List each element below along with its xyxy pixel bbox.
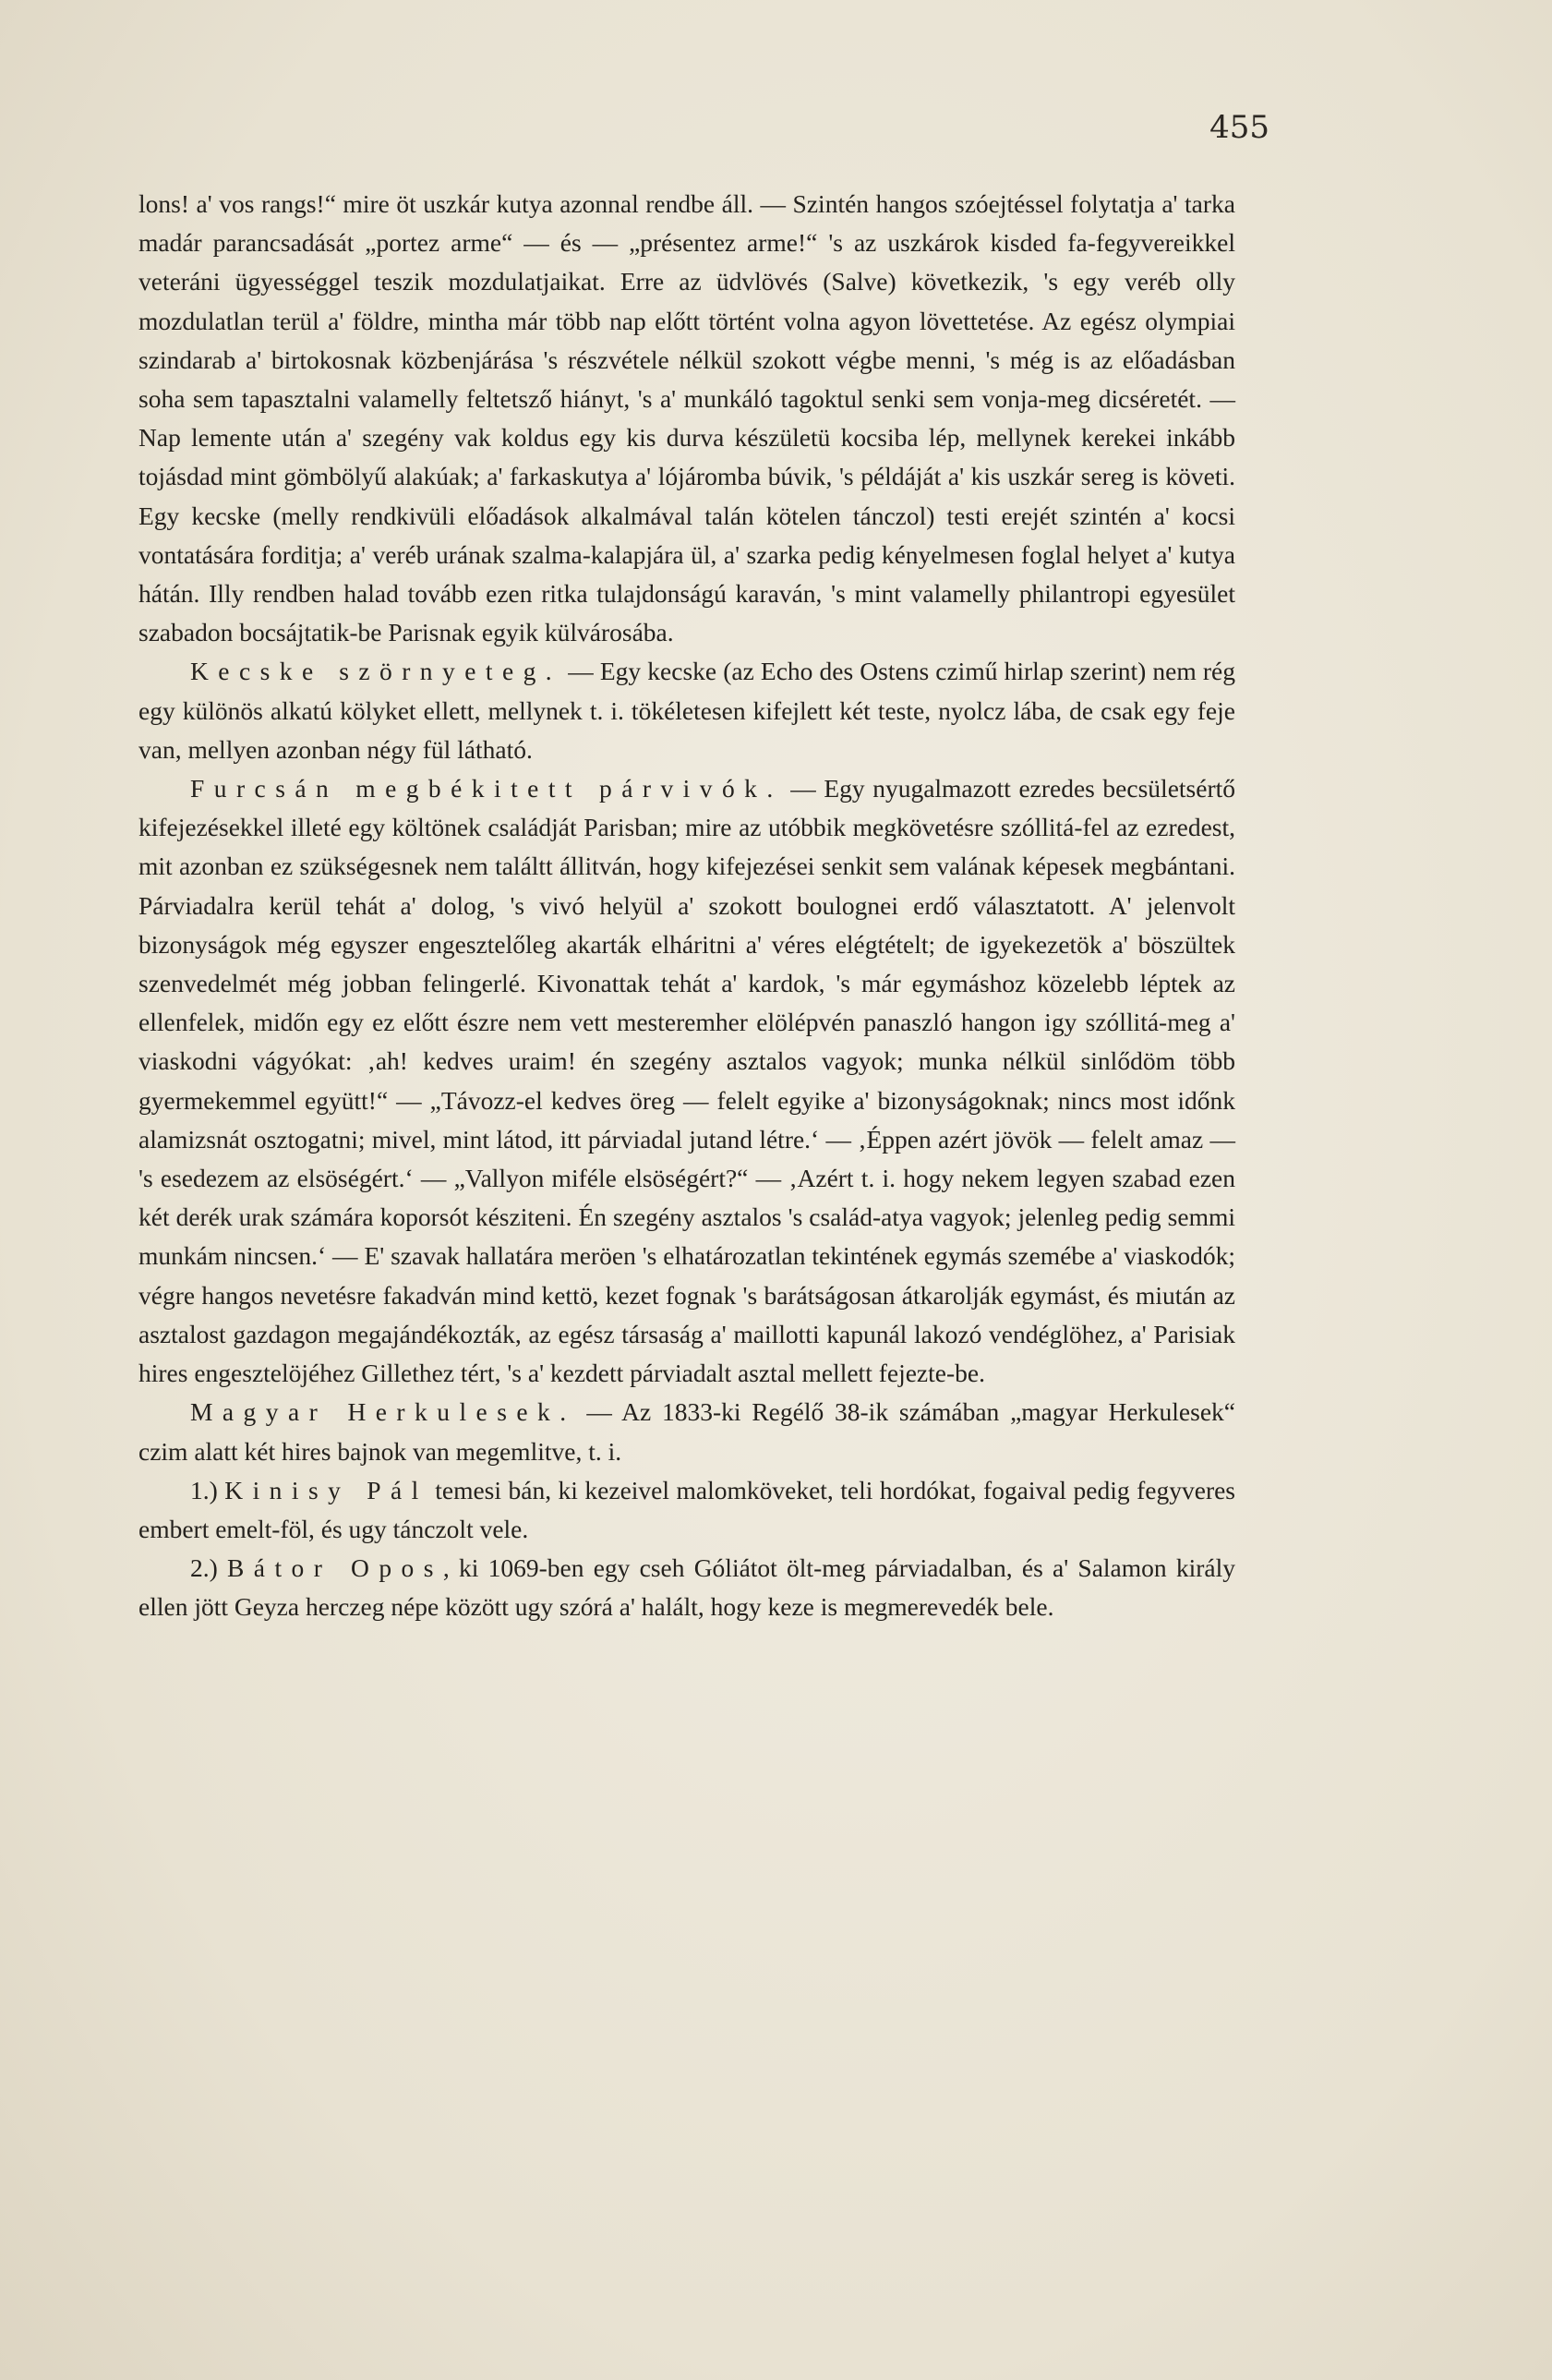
paragraph-goat-monster (138, 652, 1235, 769)
list-number: 1.) (190, 1475, 218, 1504)
section-heading: Kecske szörnyeteg. (190, 657, 562, 686)
paragraph-text: — Az 1833-ki Regélő 38-ik számában „magyar Herkulesek“ czim alatt két hires bajnok van megemlitve, t. i. (138, 1397, 1235, 1466)
list-text: temesi bán, ki kezeivel malomköveket, teli hordókat, fogaival pedig fegyveres embert emelt-föl, és ugy tánczolt vele. (138, 1475, 1236, 1543)
list-item (138, 1471, 1235, 1549)
paragraph-duel (138, 769, 1235, 1393)
list-name: Bátor Opos (227, 1553, 443, 1583)
section-heading: Furcsán megbékitett párvivók. (190, 774, 783, 803)
list-item (138, 1549, 1235, 1626)
paragraph-text: lons! a' vos rangs!“ mire öt uszkár kutya azonnal rendbe áll. — Szintén hangos szóejtéssel folytatja a' tarka madár parancsadását „portez arme“ — és — „présentez arme!“ 's az uszkárok kisded fa-fegyvereikkel veteráni ügyességgel teszik mozdulatjaikat. Erre az üdvlövés (Salve) következik, 's egy veréb olly mozdulatlan terül a' földre, mintha már több nap előtt történt volna agyon lövettetése. Az egész olympiai szindarab a' birtokosnak közbenjárása 's részvétele nélkül szokott végbe menni, 's még is az előadásban soha sem tapasztalni valamelly feltetsző hiányt, 's a' munkáló tagoktul senki sem vonja-meg dicséretét. — Nap lemente után a' szegény vak koldus egy kis durva készületü kocsiba lép, mellynek kerekei inkább tojásdad mint gömbölyű alakúak; a' farkaskutya a' lójáromba búvik, 's példáját a' kis uszkár sereg is követi. Egy kecske (melly rendkivüli előadások alkalmával talán kötelen tánczol) testi erejét szintén a' kocsi vontatására forditja; a' veréb urának szalma-kalapjára ül, a' szarka pedig kényelmesen foglal helyet a' kutya hátán. Illy rendben halad tovább ezen ritka tulajdonságú karaván, 's mint valamelly philantropi egyesület szabadon bocsájtatik-be Parisnak egyik külvárosába. (138, 189, 1235, 647)
paragraph-text: — Egy nyugalmazott ezredes becsületsértő kifejezésekkel illeté egy költönek családját Parisban; mire az utóbbik megkövetésre szóllitá-fel az ezredest, mit azonban ez szükségesnek nem találtt állitván, hogy kifejezései senkit sem valának képesek megbántani. Párviadalra kerül tehát a' dolog, 's vivó helyül a' szokott boulognei erdő választatott. A' jelenvolt bizonyságok még egyszer engesztelőleg akarták elháritni a' véres elégtételt; de igyekezetök a' böszültek szenvedelmét még jobban felingerlé. Kivonattak tehát a' kardok, 's már egymáshoz közelebb léptek az ellenfelek, midőn egy ez előtt észre nem vett mesteremher elölépvén panaszló hangon igy szóllitá-meg a' viaskodni vágyókat: ‚ah! kedves uraim! én szegény asztalos vagyok; munka nélkül sinlődöm több gyermekemmel együtt!“ — „Távozz-el kedves öreg — felelt egyike a' bizonyságoknak; nincs most időnk alamizsnát osztogatni; mivel, mint látod, itt párviadal jutand létre.‘ — ‚Éppen azért jövök — felelt amaz — 's esedezem az elsöségért.‘ — „Vallyon miféle elsöségért?“ — ‚Azért t. i. hogy nekem legyen szabad ezen két derék urak számára koporsót késziteni. Én szegény asztalos 's család-atya vagyok; jelenleg pedig semmi munkám nincsen.‘ — E' szavak hallatára meröen 's elhatározatlan tekintének egymás szemébe a' viaskodók; végre hangos nevetésre fakadván mind kettö, kezet fognak 's barátságosan átkarolják egymást, és miután az asztalost gazdagon megajándékozták, az egész társaság a' maillotti kapunál lakozó vendéglöhez, a' Parisiak hires engesztelöjéhez Gillethez tért, 's a' kezdett párviadalt asztal mellett fejezte-be. (138, 774, 1235, 1388)
paragraph-hungarian-hercules (138, 1393, 1235, 1470)
list-name: Kinisy Pál (224, 1475, 428, 1504)
page-number: 455 (1209, 109, 1269, 146)
list-number: 2.) (190, 1553, 218, 1583)
section-heading: Magyar Herkulesek. (190, 1397, 576, 1427)
list-text: , ki 1069-ben egy cseh Góliátot ölt-meg párviadalban, és a' Salamon király ellen jött Geyza herczeg népe között ugy szórá a' halált, hogy keze is megmerevedék bele. (138, 1553, 1235, 1622)
paragraph-text: — Egy kecske (az Echo des Ostens czimű hirlap szerint) nem rég egy különös alkatú kölyket ellett, mellynek t. i. tökéletesen kifejlett két teste, nyolcz lába, de csak egy feje van, mellyen azonban négy fül látható. (138, 657, 1235, 764)
page-body (138, 185, 1235, 1627)
paragraph-olympic-show (138, 185, 1235, 652)
